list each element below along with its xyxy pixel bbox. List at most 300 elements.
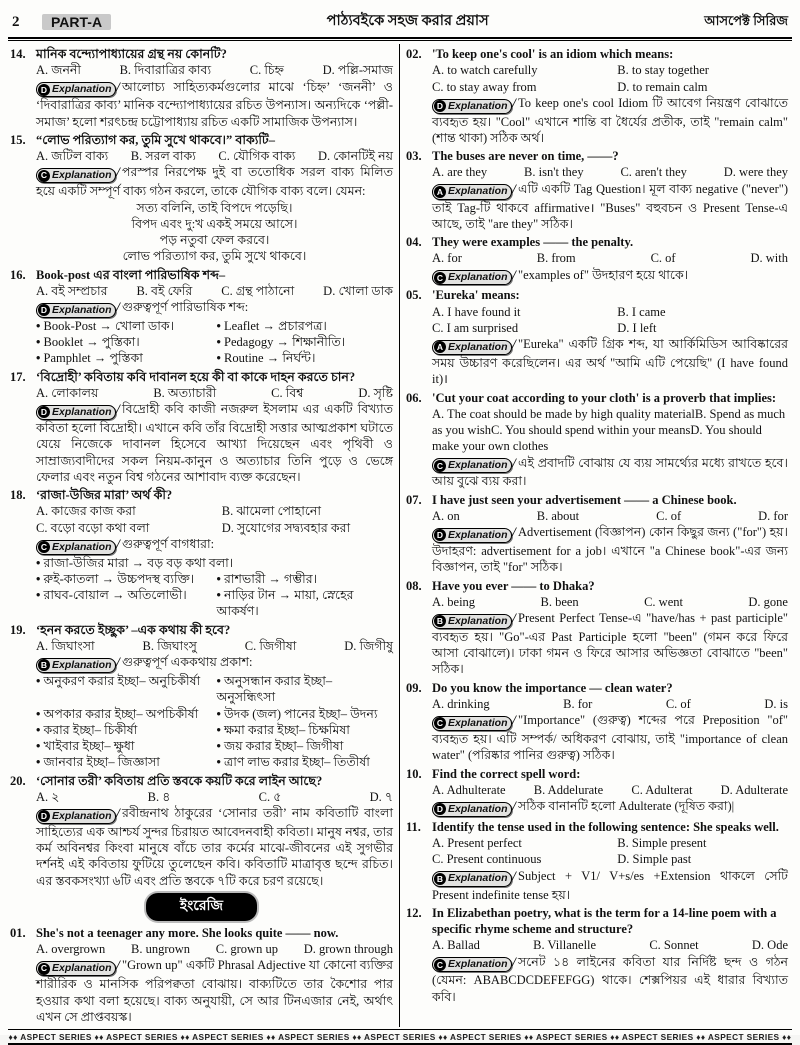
bullet-row xyxy=(36,706,393,722)
option-item: D. Ode xyxy=(751,938,788,953)
options-group xyxy=(432,782,788,798)
question-text: I have just seen your advertisement —— a Chinese book. xyxy=(432,492,737,507)
bullet-item: • খাইবার ইচ্ছা– ক্ষুধা xyxy=(36,738,213,754)
question-item xyxy=(10,46,393,130)
option-item: C. গ্রন্থ পাঠানো xyxy=(221,283,295,298)
bullet-row xyxy=(36,334,393,350)
explanation-text: সঠিক বানানটি হলো Adulterate (দূষিত করা)| xyxy=(518,799,735,813)
question-body xyxy=(10,62,393,130)
question-body xyxy=(406,62,788,146)
badge-slash-icon: / xyxy=(116,402,120,417)
question-head xyxy=(406,234,788,250)
bullet-row xyxy=(36,318,393,334)
question-text: ‘বিদ্রোহী’ কবিতায় কবি দাবানল হয়ে কী বা কাকে দাহন করতে চান? xyxy=(36,369,356,384)
bullet-item: • উদক (জল) পানের ইচ্ছা– উদন্য xyxy=(217,706,394,722)
option-item: B. Addelurate xyxy=(533,782,604,797)
option-item: D. grown through xyxy=(303,942,393,957)
explanation-badge xyxy=(432,528,512,543)
option-item: B. অত্যাচারী xyxy=(153,385,217,400)
option-item: C. grown up xyxy=(215,942,278,957)
question-body xyxy=(406,782,788,817)
answer-letter-icon: B xyxy=(434,615,446,627)
explanation-text: Subject + V1/ V+s/es +Extension থাকলে সেটি Present indefinite tense হয়। xyxy=(432,868,788,902)
explanation-label: Explanation xyxy=(448,872,508,885)
options-group xyxy=(432,508,788,524)
bullet-item: • অপকার করার ইচ্ছা– অপচিকীর্ষা xyxy=(36,706,213,722)
option-item: B. ৪ xyxy=(147,789,171,804)
question-text: “লোভ পরিত্যাগ কর, তুমি সুখে থাকবে।” বাক্যটি– xyxy=(36,132,275,147)
explanation-label: Explanation xyxy=(448,802,508,815)
question-item xyxy=(10,925,393,1025)
question-head xyxy=(406,148,788,164)
bullet-item: • রাজা-উজির মারা → বড় বড় কথা বলা। xyxy=(36,555,393,571)
answer-letter-icon: B xyxy=(434,873,446,885)
question-text: 'Eureka' means: xyxy=(432,288,520,303)
option-item: C. Sonnet xyxy=(649,938,699,953)
options-group xyxy=(432,696,788,712)
bullet-item: • জয় করার ইচ্ছা– জিগীষা xyxy=(217,738,394,754)
explanation-text: এটি একটি Tag Question। মূল বাক্য negative ("never") তাই Tag-টি থাকবে affirmative। "Buses" বহুবচন ও Present Tense-এ আছে, তাই "are they" সঠিক। xyxy=(432,181,788,231)
explanation-label: Explanation xyxy=(52,809,112,822)
option-item: D. is xyxy=(764,696,788,711)
answer-letter-icon: C xyxy=(434,460,446,472)
explanation-badge xyxy=(432,340,512,355)
explanation xyxy=(432,868,788,903)
explanation xyxy=(432,181,788,232)
option-item: A. are they xyxy=(432,165,488,180)
option-item: D. for xyxy=(758,508,788,523)
bullet-item: • Routine → নির্ঘন্ট। xyxy=(217,350,394,366)
explanation-label: Explanation xyxy=(52,83,112,96)
option-item: C. Present continuous xyxy=(432,852,542,867)
option-item: B. দিবারাত্রির কাব্য xyxy=(119,63,212,78)
explanation-badge xyxy=(432,716,512,731)
question-body xyxy=(10,503,393,619)
explanation-badge xyxy=(36,82,116,97)
bullet-item: • Leaflet → প্রচারপত্র। xyxy=(217,318,394,334)
explanation-text: পরস্পর নিরপেক্ষ দুই বা ততোধিক সরল বাক্য মিলিত হয়ে একটি সম্পূর্ণ বাক্য গঠন করলে, তাকে যৌগিক বাক্য বলে। যেমন: xyxy=(36,165,393,199)
explanation xyxy=(432,798,788,817)
question-item xyxy=(406,148,788,232)
options-group xyxy=(432,406,788,455)
question-item xyxy=(10,773,393,889)
badge-slash-icon: / xyxy=(512,954,516,969)
option-item: C. of xyxy=(650,251,676,266)
question-number: 05. xyxy=(406,288,422,303)
explanation-label: Explanation xyxy=(448,459,508,472)
bullet-item: • রাশভারী → গম্ভীর। xyxy=(217,571,394,587)
option-item: D. with xyxy=(750,251,788,266)
example-lines xyxy=(36,200,393,265)
question-head xyxy=(406,680,788,696)
badge-slash-icon: / xyxy=(512,455,516,470)
option-item: D. পল্লি-সমাজ xyxy=(322,63,393,78)
question-head xyxy=(10,369,393,385)
option-item: B. I came xyxy=(617,304,666,319)
explanation-badge xyxy=(36,168,116,183)
bullet-row xyxy=(36,571,393,587)
bullet-item: • Book-Post → খোলা ডাক। xyxy=(36,318,213,334)
badge-slash-icon: / xyxy=(116,300,120,314)
question-item xyxy=(406,680,788,764)
bullet-item: • Pedagogy → শিক্ষানীতি। xyxy=(217,334,394,350)
question-item xyxy=(406,390,788,490)
option-item: D. খোলা ডাক xyxy=(323,283,393,298)
explanation-label: Explanation xyxy=(52,540,112,553)
options-group xyxy=(432,164,788,180)
option-item: B. to stay together xyxy=(617,63,709,78)
question-head xyxy=(10,46,393,62)
explanation-badge xyxy=(432,458,512,473)
answer-letter-icon: D xyxy=(38,810,50,822)
option-item: C. You should spend within your means xyxy=(491,423,691,437)
option-item: A. The coat should be made by high quality material xyxy=(432,406,695,421)
question-head xyxy=(406,287,788,303)
badge-slash-icon: / xyxy=(116,655,120,670)
question-item xyxy=(406,905,788,1005)
option-item: C. of xyxy=(656,508,682,523)
question-number: 14. xyxy=(10,47,26,61)
explanation-text: "Importance" (গুরুত্ব) শব্দের পরে Preposition "of" ব্যবহৃত হয়। এটি সম্পর্ক/ অধিকরণ বোঝায়, তাই "importance of clean water" (পরিষ্কার পানির গুরুত্ব) সঠিক। xyxy=(432,713,788,763)
question-item xyxy=(406,766,788,817)
explanation-badge xyxy=(36,809,116,824)
option-item: A. লোকালয় xyxy=(36,385,99,400)
question-item xyxy=(406,819,788,903)
question-item xyxy=(406,287,788,387)
option-item: A. কাজের কাজ করা xyxy=(36,504,136,519)
explanation xyxy=(432,267,788,286)
explanation-badge xyxy=(432,957,512,972)
explanation xyxy=(36,957,393,1025)
explanation-label: Explanation xyxy=(448,340,508,353)
question-item xyxy=(10,132,393,265)
explanation-text: "examples of" উদহারণ হয়ে থাকে। xyxy=(518,267,689,282)
question-head xyxy=(406,46,788,62)
series-brand: আসপেক্ট সিরিজ xyxy=(704,12,788,28)
page-number: 2 xyxy=(12,13,20,30)
option-item: B. Villanelle xyxy=(533,938,597,953)
explanation xyxy=(36,401,393,485)
question-number: 03. xyxy=(406,149,422,164)
question-body xyxy=(10,638,393,771)
option-item: D. to remain calm xyxy=(617,79,708,94)
answer-letter-icon: D xyxy=(38,84,50,96)
question-text: In Elizabethan poetry, what is the term for a 14-line poem with a specific rhyme scheme and structure? xyxy=(432,905,777,936)
right-column xyxy=(400,44,792,1027)
option-item: C. Adulterat xyxy=(631,782,693,797)
explanation xyxy=(432,455,788,490)
bullet-item: • ক্ষমা করার ইচ্ছা– চিক্ষমিষা xyxy=(217,722,394,738)
question-item xyxy=(406,492,788,576)
badge-slash-icon: / xyxy=(512,713,516,728)
badge-slash-icon: / xyxy=(116,958,120,973)
badge-slash-icon: / xyxy=(512,267,516,282)
question-body xyxy=(406,406,788,490)
question-text: Find the correct spell word: xyxy=(432,766,581,781)
option-item: C. went xyxy=(644,594,683,609)
options-group xyxy=(432,250,788,266)
explanation-text: Present Perfect Tense-এ "have/has + past participle" ব্যবহৃত হয়। "Go"-এর Past Participle হলো "been" (গমন করে ফিরে আসা বোঝালে)। ঢাকা গমন ও ফিরে আসার অভিজ্ঞতা বোঝাতে "been" সঠিক। xyxy=(432,611,788,677)
option-item: D. সৃষ্টি xyxy=(358,385,393,400)
option-item: C. বড়ো বড়ো কথা বলা xyxy=(36,520,150,535)
question-number: 16. xyxy=(10,267,26,282)
options-group xyxy=(432,304,788,337)
question-number: 04. xyxy=(406,235,422,249)
answer-letter-icon: B xyxy=(38,659,50,671)
option-item: C. I am surprised xyxy=(432,320,519,335)
option-item: D. You should make your own clothes xyxy=(432,423,762,454)
question-number: 08. xyxy=(406,578,422,593)
explanation-label: Explanation xyxy=(448,528,508,541)
explanation-text: গুরুত্বপূর্ণ বাগধারা: xyxy=(122,536,215,551)
answer-letter-icon: A xyxy=(434,341,446,353)
explanation-text: গুরুত্বপূর্ণ পারিভাষিক শব্দ: xyxy=(122,300,249,314)
bullet-row xyxy=(36,673,393,706)
section-banner: ইংরেজি xyxy=(146,893,257,921)
bullet-item: • ত্রাণ লাভ করার ইচ্ছা– তিতীর্ষা xyxy=(217,754,394,770)
explanation xyxy=(432,954,788,1005)
badge-slash-icon: / xyxy=(512,868,516,883)
question-number: 15. xyxy=(10,132,26,147)
answer-letter-icon: D xyxy=(38,406,50,418)
option-item: A. জননী xyxy=(36,63,81,78)
page-title: পাঠ্যবইকে সহজ করার প্রয়াস xyxy=(326,13,489,29)
bullet-list xyxy=(36,673,393,771)
bullet-item: • অনুসন্ধান করার ইচ্ছা– অনুসন্ধিৎসা xyxy=(217,673,394,706)
answer-letter-icon: D xyxy=(434,803,446,815)
explanation-badge xyxy=(36,658,116,673)
question-number: 10. xyxy=(406,766,422,781)
option-item: A. Ballad xyxy=(432,938,480,953)
answer-letter-icon: D xyxy=(38,304,50,316)
question-text: ‘সোনার তরী’ কবিতায় প্রতি স্তবকে কয়টি করে লাইন আছে? xyxy=(36,773,323,788)
option-item: A. জটিল বাক্য xyxy=(36,149,109,164)
question-body xyxy=(406,835,788,903)
option-item: B. Simple present xyxy=(617,836,707,851)
explanation-label: Explanation xyxy=(52,405,112,418)
badge-slash-icon: / xyxy=(116,79,120,94)
option-item: A. to watch carefully xyxy=(432,63,538,78)
question-item xyxy=(406,234,788,285)
option-item: B. about xyxy=(536,508,580,523)
option-item: D. gone xyxy=(748,594,788,609)
question-number: 20. xyxy=(10,773,26,788)
question-head xyxy=(406,766,788,782)
question-head xyxy=(10,132,393,148)
options-group xyxy=(36,148,393,164)
explanation xyxy=(432,95,788,146)
explanation xyxy=(36,79,393,130)
badge-slash-icon: / xyxy=(512,611,516,625)
option-item: D. Simple past xyxy=(617,852,692,867)
explanation-badge xyxy=(36,961,116,976)
option-item: B. been xyxy=(540,594,579,609)
bullet-row xyxy=(36,350,393,366)
explanation xyxy=(36,299,393,318)
option-item: C. aren't they xyxy=(620,165,687,180)
explanation-label: Explanation xyxy=(52,169,112,182)
option-item: A. ২ xyxy=(36,789,60,804)
question-text: Identify the tense used in the following sentence: She speaks well. xyxy=(432,819,779,834)
option-item: A. জিঘাংসা xyxy=(36,638,95,653)
question-head xyxy=(10,487,393,503)
explanation xyxy=(432,524,788,575)
option-item: A. Adhulterate xyxy=(432,782,506,797)
question-body xyxy=(406,594,788,678)
option-item: B. isn't they xyxy=(524,165,584,180)
answer-letter-icon: D xyxy=(434,529,446,541)
answer-letter-icon: C xyxy=(38,963,50,975)
question-text: মানিক বন্দ্যোপাধ্যায়ের গ্রন্থ নয় কোনটি? xyxy=(36,47,227,61)
explanation xyxy=(432,336,788,387)
option-item: B. Spend as much as you wish xyxy=(432,406,786,437)
explanation-badge xyxy=(36,540,116,555)
question-text: Do you know the importance — clean water? xyxy=(432,680,673,695)
example-line: লোভ পরিত্যাগ কর, তুমি সুখে থাকবে। xyxy=(122,249,307,264)
option-item: B. from xyxy=(536,251,576,266)
question-head xyxy=(406,390,788,406)
option-item: C. জিগীষা xyxy=(244,638,297,653)
explanation-label: Explanation xyxy=(448,271,508,284)
badge-slash-icon: / xyxy=(512,525,516,540)
footer-series-strip: ♦♦ ASPECT SERIES ♦♦ ASPECT SERIES ♦♦ ASPECT SERIES ♦♦ ASPECT SERIES ♦♦ ASPECT SERIES ♦♦ ASPECT SERIES ♦♦ ASPECT SERIES ♦♦ ASPECT SERIES ♦♦ ASPECT SERIES ♦♦ xyxy=(8,1032,792,1042)
option-item: D. ৭ xyxy=(369,789,393,804)
explanation-badge xyxy=(36,405,116,420)
question-body xyxy=(406,164,788,232)
question-text: She's not a teenager any more. She looks quite —— now. xyxy=(36,925,339,940)
option-item: C. to stay away from xyxy=(432,79,537,94)
question-head xyxy=(10,925,393,941)
explanation-label: Explanation xyxy=(52,962,112,975)
options-group xyxy=(36,941,393,957)
bullet-item: • করার ইচ্ছা– চিকীর্ষা xyxy=(36,722,213,738)
explanation-text: গুরুত্বপূর্ণ এককথায় প্রকাশ: xyxy=(122,655,253,670)
badge-slash-icon: / xyxy=(512,799,516,813)
explanation-text: বিদ্রোহী কবি কাজী নজরুল ইসলাম এর একটি বিখ্যাত কবিতা হলো বিদ্রোহী। এখানে কবি তাঁর বিদ্রোহী সত্তার আত্মপ্রকাশ ঘটাতে যেয়ে নিজেকে দাবানল হিসেবে আখ্যা দিয়েছেন এবং পৃথিবী ও সাম্রাজ্যবাদীদের সকল নিয়ম-কানুন ও অত্যাচার তিনি পুড়ে ও ভেঙ্গে ফেলার এবং নতুন বিশ্ব গঠনের আশাবাদ ব্যক্ত করেছেন। xyxy=(36,402,393,484)
question-number: 12. xyxy=(406,905,422,920)
options-group xyxy=(432,594,788,610)
explanation-label: Explanation xyxy=(448,958,508,971)
explanation-text: সনেট ১৪ লাইনের কবিতা যার নির্দিষ্ট ছন্দ ও গঠন (যেমন: ABABCDCDEFEFGG) থাকে। শেক্সপিয়র এই ধারার বিখ্যাত কবি। xyxy=(432,954,788,1004)
option-item: A. Present perfect xyxy=(432,836,522,851)
option-item: A. being xyxy=(432,594,476,609)
option-item: A. I have found it xyxy=(432,304,521,319)
question-number: 18. xyxy=(10,488,26,502)
left-column xyxy=(8,44,400,1027)
options-group xyxy=(36,503,393,536)
explanation xyxy=(432,712,788,763)
explanation-badge xyxy=(36,303,116,318)
options-group xyxy=(36,385,393,401)
option-item: B. বই ফেরি xyxy=(136,283,193,298)
explanation-label: Explanation xyxy=(448,614,508,627)
option-item: C. বিশ্ব xyxy=(271,385,304,400)
explanation xyxy=(36,654,393,673)
bullet-row xyxy=(36,587,393,620)
example-line: সত্য বলিনি, তাই বিপদে পড়েছি। xyxy=(136,200,293,215)
question-body xyxy=(10,385,393,485)
options-group xyxy=(432,62,788,95)
badge-slash-icon: / xyxy=(116,806,120,820)
question-number: 19. xyxy=(10,622,26,637)
bullet-item: • জানবার ইচ্ছা– জিজ্ঞাসা xyxy=(36,754,213,770)
explanation-text: আলোচ্য সাহিত্যকর্মগুলোর মাঝে ‘চিহ্ন’ ‘জননী’ ও ‘দিবারাত্রির কাব্য’ মানিক বন্দ্যোপাধ্যায়ের রচিত উপন্যাস। অন্যদিকে ‘পল্লী-সমাজ’ হলো শরৎচন্দ্র চট্টোপাধ্যায় রচিত একটি সামাজিক উপন্যাস। xyxy=(36,79,393,129)
options-group xyxy=(36,638,393,654)
option-item: A. for xyxy=(432,251,462,266)
bullet-row xyxy=(36,738,393,754)
question-head xyxy=(10,267,393,283)
bullet-item: • রাঘব-বোয়াল → অতিলোভী। xyxy=(36,587,213,620)
question-text: The buses are never on time, ——? xyxy=(432,149,619,164)
explanation xyxy=(36,805,393,889)
option-item: C. of xyxy=(665,696,691,711)
badge-slash-icon: / xyxy=(116,165,120,180)
option-item: A. on xyxy=(432,508,460,523)
answer-letter-icon: C xyxy=(38,541,50,553)
question-text: 'Cut your coat according to your cloth' is a proverb that implies: xyxy=(432,390,777,405)
option-item: D. Adulterate xyxy=(720,782,788,797)
question-body xyxy=(406,250,788,285)
question-item xyxy=(10,267,393,367)
bullet-item: • Pamphlet → পুস্তিকা xyxy=(36,350,213,366)
header-rule xyxy=(8,37,792,41)
bullet-list xyxy=(36,555,393,620)
answer-letter-icon: D xyxy=(434,100,446,112)
question-item xyxy=(406,578,788,678)
option-item: B. জিঘাংসু xyxy=(142,638,197,653)
options-group xyxy=(36,789,393,805)
example-line: বিপদ এবং দু:খ একই সময়ে আসে। xyxy=(131,216,298,231)
bullet-item: • অনুকরণ করার ইচ্ছা– অনুচিকীর্ষা xyxy=(36,673,213,706)
answer-letter-icon: A xyxy=(434,186,446,198)
question-number: 17. xyxy=(10,369,26,384)
explanation-label: Explanation xyxy=(52,303,112,316)
question-body xyxy=(406,508,788,576)
question-body xyxy=(406,696,788,764)
question-item xyxy=(10,487,393,620)
option-item: C. চিহ্ন xyxy=(249,63,284,78)
options-group xyxy=(36,62,393,78)
explanation-text: To keep one's cool Idiom টি আবেগ নিয়ন্ত্রণ বোঝাতে ব্যবহৃত হয়। "Cool" এখানে শান্তি বা ধৈর্যের প্রতীক, তাই "remain calm" (শান্ত থাকা) সঠিক অর্থ। xyxy=(432,95,788,145)
question-text: ‘রাজা-উজির মারা’ অর্থ কী? xyxy=(36,488,173,502)
part-label: PART-A xyxy=(42,14,111,30)
explanation-label: Explanation xyxy=(52,658,112,671)
explanation-label: Explanation xyxy=(448,185,508,198)
option-item: D. I left xyxy=(617,320,657,335)
option-item: B. ungrown xyxy=(130,942,191,957)
question-text: 'To keep one's cool' is an idiom which means: xyxy=(432,47,674,61)
question-text: Book-post এর বাংলা পারিভাষিক শব্দ– xyxy=(36,267,226,282)
question-head xyxy=(10,773,393,789)
question-head xyxy=(406,578,788,594)
options-group xyxy=(432,937,788,953)
bullet-item: • Booklet → পুস্তিকা। xyxy=(36,334,213,350)
question-head xyxy=(406,492,788,508)
question-body xyxy=(10,789,393,889)
question-text: They were examples —— the penalty. xyxy=(432,235,634,249)
question-body xyxy=(10,148,393,264)
question-number: 02. xyxy=(406,47,422,61)
question-body xyxy=(10,283,393,367)
bullet-row xyxy=(36,555,393,571)
option-item: A. drinking xyxy=(432,696,490,711)
explanation-text: রবীন্দ্রনাথ ঠাকুরের ‘সোনার তরী’ নাম কবিতাটি বাংলা সাহিত্যের এক আশ্চর্য সুন্দর চিরায়ত আবেদনবাহী কবিতা। মানুষ নশ্বর, তার কর্ম অবিনশ্বর কিংবা মানুষে বাঁচে তার কর্মের মাঝে-জীবনের এই সুগভীর দর্শনই এই কবিতায় ফুটিয়ে তুলেছেন কবি। কবিতাটি মাত্রাবৃত্ত ছন্দে রচিত। এর স্তবকসংখ্যা ৬টি এবং প্রতি স্তবকে ৭টি করে চরণ রয়েছে। xyxy=(36,806,393,888)
question-item xyxy=(10,622,393,771)
question-text: Have you ever —— to Dhaka? xyxy=(432,578,595,593)
explanation-badge xyxy=(432,871,512,886)
answer-letter-icon: C xyxy=(38,170,50,182)
explanation-text: এই প্রবাদটি বোঝায় যে ব্যয় সামর্থ্যের মধ্যে রাখতে হবে। আয় বুঝে ব্যয় করা। xyxy=(432,455,788,489)
